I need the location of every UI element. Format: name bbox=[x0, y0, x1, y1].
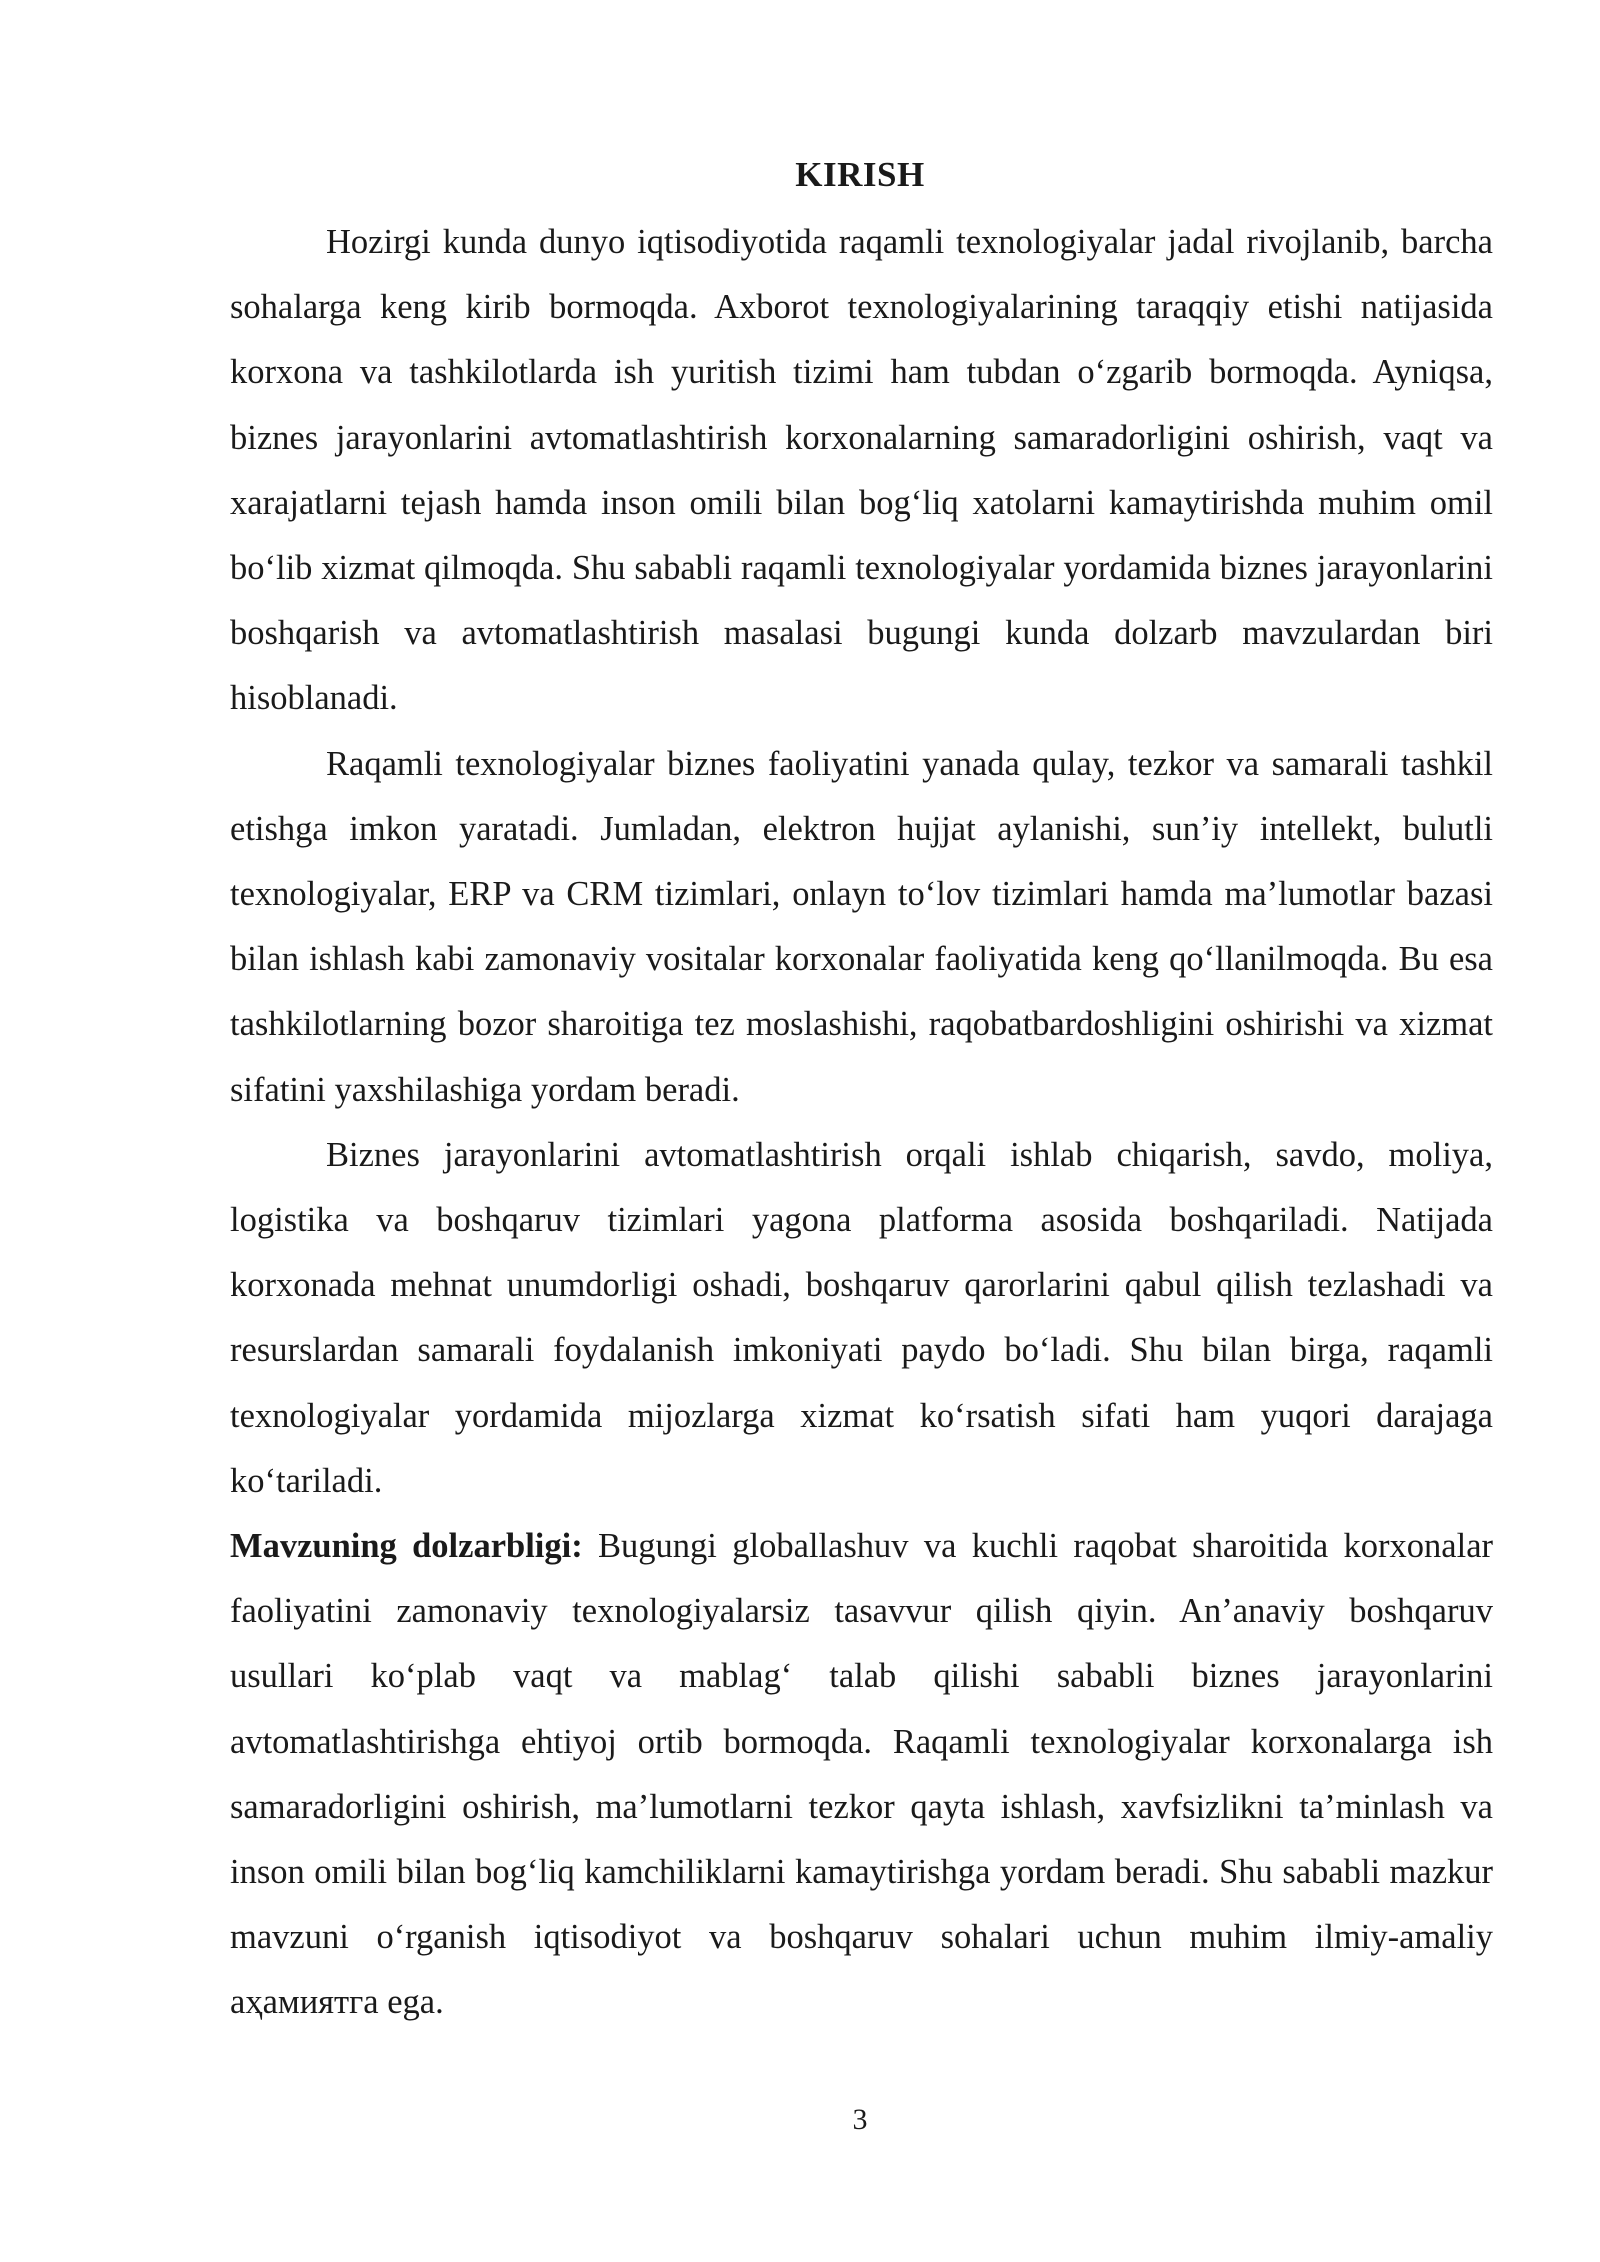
body-text bbox=[230, 210, 1493, 2036]
section-heading: KIRISH bbox=[795, 155, 925, 194]
page-number: 3 bbox=[852, 2103, 868, 2136]
paragraph-text: Bugungi globallashuv va kuchli raqobat sharoitida korxonalar faoliyatini zamonaviy texnologiyalarsiz tasavvur qilish qiyin. An’anaviy boshqaruv usullari ko‘plab vaqt va mablag‘ talab qilishi sababli biznes jarayonlarini avtomatlashtirishga ehtiyoj ortib bormoqda. Raqamli texnologiyalar korxonalarga ish samaradorligini oshirish, ma’lumotlarni tezkor qayta ishlash, xavfsizlikni ta’minlash va inson omili bilan bog‘liq kamchiliklarni kamaytirishga yordam beradi. Shu sababli mazkur mavzuni o‘rganish iqtisodiyot va boshqaruv sohalari uchun muhim ilmiy-amaliy аҳамиятга ega. bbox=[230, 1527, 1493, 2022]
paragraph-text: Biznes jarayonlarini avtomatlashtirish orqali ishlab chiqarish, savdo, moliya, logistika va boshqaruv tizimlari yagona platforma asosida boshqariladi. Natijada korxonada mehnat unumdorligi oshadi, boshqaruv qarorlarini qabul qilish tezlashadi va resurslardan samarali foydalanish imkoniyati paydo bo‘ladi. Shu bilan birga, raqamli texnologiyalar yordamida mijozlarga xizmat ko‘rsatish sifati ham yuqori darajaga ko‘tariladi. bbox=[230, 1135, 1493, 1500]
paragraph bbox=[230, 732, 1493, 1123]
paragraph-text: Hozirgi kunda dunyo iqtisodiyotida raqamli texnologiyalar jadal rivojlanib, barcha sohalarga keng kirib bormoqda. Axborot texnologiyalarining taraqqiy etishi natijasida korxona va tashkilotlarda ish yuritish tizimi ham tubdan o‘zgarib bormoqda. Ayniqsa, biznes jarayonlarini avtomatlashtirish korxonalarning samaradorligini oshirish, vaqt va xarajatlarni tejash hamda inson omili bilan bog‘liq xatolarni kamaytirishda muhim omil bo‘lib xizmat qilmoqda. Shu sababli raqamli texnologiyalar yordamida biznes jarayonlarini boshqarish va avtomatlashtirish masalasi bugungi kunda dolzarb mavzulardan biri hisoblanadi. bbox=[230, 223, 1493, 718]
paragraph bbox=[230, 210, 1493, 732]
paragraph-lead: Mavzuning dolzarbligi: bbox=[230, 1527, 583, 1566]
paragraph-text: Raqamli texnologiyalar biznes faoliyatini yanada qulay, tezkor va samarali tashkil etishga imkon yaratadi. Jumladan, elektron hujjat aylanishi, sun’iy intellekt, bulutli texnologiyalar, ERP va CRM tizimlari, onlayn to‘lov tizimlari hamda ma’lumotlar bazasi bilan ishlash kabi zamonaviy vositalar korxonalar faoliyatida keng qo‘llanilmoqda. Bu esa tashkilotlarning bozor sharoitiga tez moslashishi, raqobatbardoshligini oshirishi va xizmat sifatini yaxshilashiga yordam beradi. bbox=[230, 744, 1493, 1109]
paragraph bbox=[230, 1123, 1493, 1514]
paragraph-relevance bbox=[230, 1514, 1493, 2036]
